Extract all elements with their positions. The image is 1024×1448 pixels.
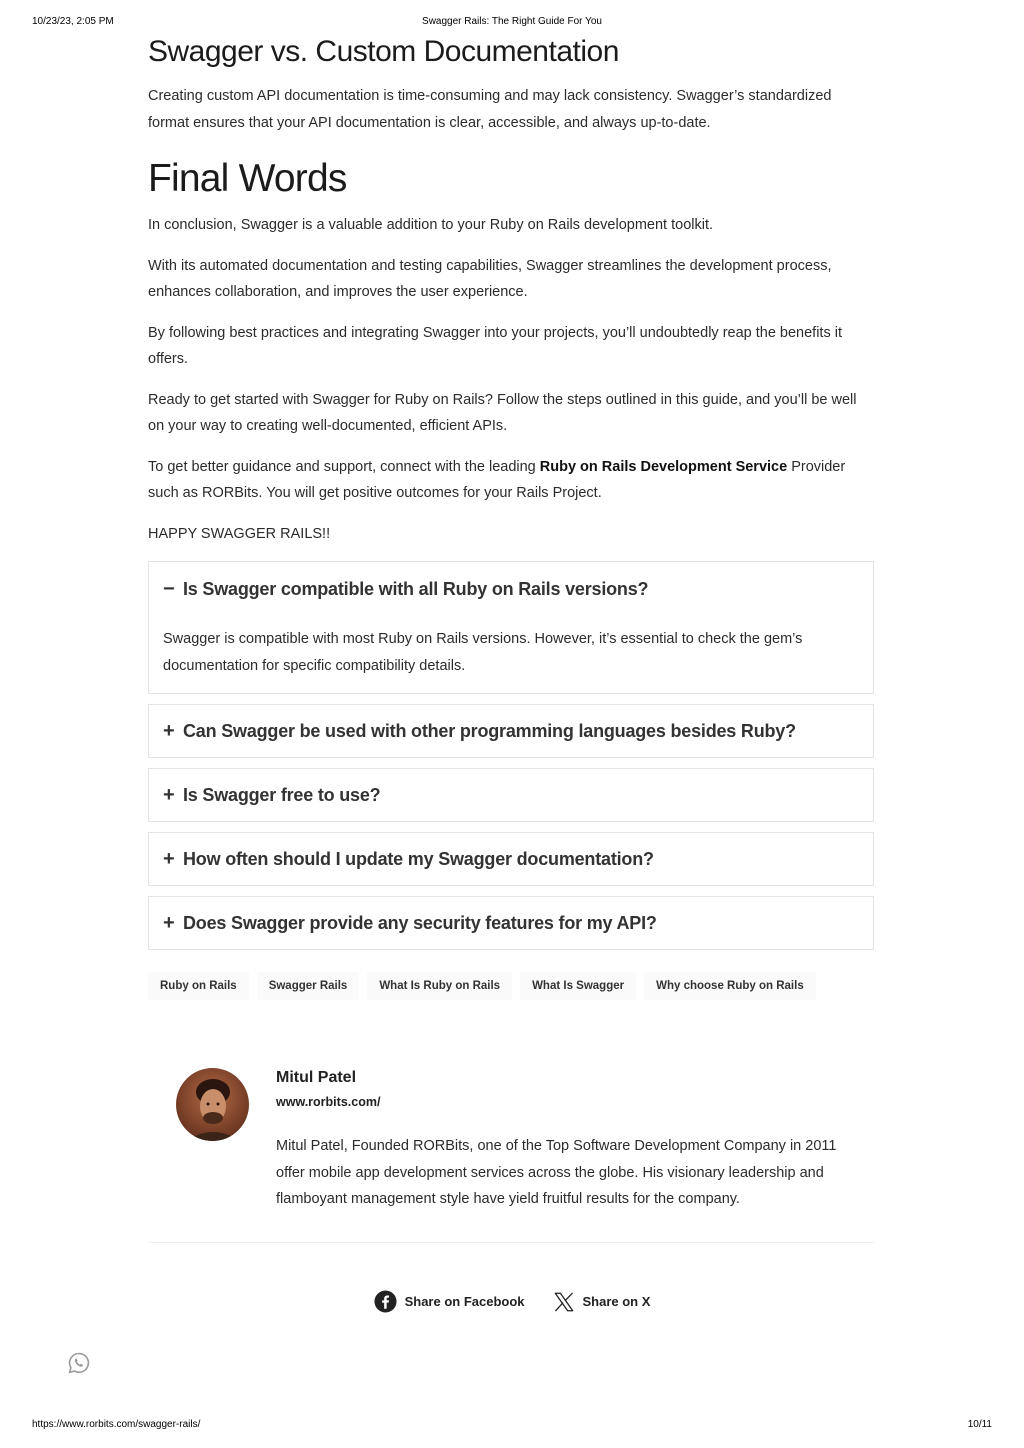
faq-question-toggle[interactable] [149,833,873,885]
final-paragraph-2: With its automated documentation and testing capabilities, Swagger streamlines the development process, enhances collaboration, and improves the user experience. [148,257,832,300]
plus-icon: + [163,912,175,934]
tag-link[interactable]: What Is Swagger [520,972,636,1000]
print-url: https://www.rorbits.com/swagger-rails/ [32,1419,201,1430]
print-page-number: 10/11 [967,1419,992,1430]
print-footer [32,1419,992,1433]
faq-accordion [148,561,874,950]
tag-link[interactable]: What Is Ruby on Rails [367,972,512,1000]
final-paragraph-4: Ready to get started with Swagger for Ruby on Rails? Follow the steps outlined in this guide, and you’ll be well on your way to creating well-documented, efficient APIs. [148,391,857,434]
faq-item [148,704,874,758]
section-heading: Swagger vs. Custom Documentation [148,35,619,68]
final-paragraph-1: In conclusion, Swagger is a valuable addition to your Ruby on Rails development toolkit. [148,217,714,233]
faq-item [148,561,874,694]
plus-icon: + [163,784,175,806]
faq-item [148,832,874,886]
share-facebook-button[interactable] [374,1290,525,1313]
faq-answer: Swagger is compatible with most Ruby on Rails versions. However, it’s essential to check the gem’s documentation for specific compatibility details. [163,631,803,674]
tag-list [148,972,874,1000]
tag-link[interactable]: Why choose Ruby on Rails [644,972,816,1000]
article-content [148,34,874,1000]
x-logo-icon [553,1291,575,1313]
faq-item [148,768,874,822]
faq-question: Can Swagger be used with other programming languages besides Ruby? [183,720,796,741]
print-header [32,16,992,30]
p5-text-after: Provider such as RORBits. You will get positive outcomes for your Rails Project. [148,458,846,501]
service-link[interactable]: Ruby on Rails Development Service [539,458,788,475]
section-paragraph: Creating custom API documentation is time-consuming and may lack consistency. Swagger’s standardized format ensures that your API documentation is clear, accessible, and always up-to-date. [148,88,832,131]
faq-question: Is Swagger compatible with all Ruby on Rails versions? [183,578,649,599]
author-website-link[interactable]: www.rorbits.com/ [276,1095,381,1109]
whatsapp-icon[interactable] [67,1351,91,1375]
author-name: Mitul Patel [276,1069,357,1086]
facebook-icon [374,1290,397,1313]
final-words-heading: Final Words [148,157,347,200]
final-paragraph-3: By following best practices and integrating Swagger into your projects, you’ll undoubtedly reap the benefits it offers. [148,324,842,367]
final-paragraph-5 [148,454,874,507]
share-x-label: Share on X [582,1294,651,1309]
print-date: 10/23/23, 2:05 PM [32,16,114,27]
faq-item [148,896,874,950]
faq-question: Does Swagger provide any security features for my API? [183,912,657,933]
minus-icon: − [163,578,175,600]
faq-question: Is Swagger free to use? [183,784,381,805]
tag-link[interactable]: Ruby on Rails [148,972,249,1000]
share-x-button[interactable] [553,1290,651,1313]
author-box [148,1055,874,1243]
faq-question-toggle[interactable] [149,897,873,949]
tag-link[interactable]: Swagger Rails [257,972,360,1000]
share-bar [0,1290,1024,1313]
faq-question: How often should I update my Swagger documentation? [183,848,654,869]
share-facebook-label: Share on Facebook [404,1294,525,1309]
faq-question-toggle[interactable] [149,562,873,616]
faq-question-toggle[interactable] [149,769,873,821]
avatar [176,1068,249,1141]
plus-icon: + [163,720,175,742]
print-page-title: Swagger Rails: The Right Guide For You [422,16,602,27]
plus-icon: + [163,848,175,870]
author-bio: Mitul Patel, Founded RORBits, one of the Top Software Development Company in 2011 offer mobile app development services across the globe. His visionary leadership and flamboyant management style have yield fruitful results for the company. [276,1138,837,1207]
p5-text-before: To get better guidance and support, connect with the leading [148,458,540,475]
final-paragraph-6: HAPPY SWAGGER RAILS!! [148,525,331,542]
faq-question-toggle[interactable] [149,705,873,757]
